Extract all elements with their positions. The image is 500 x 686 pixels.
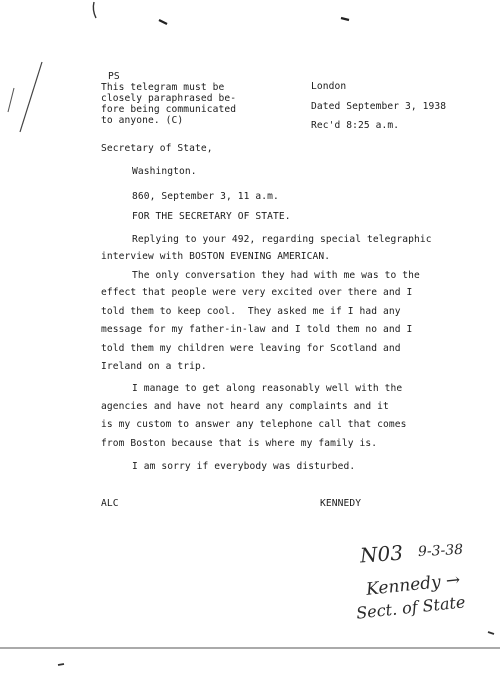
handwritten-date: 9-3-38: [417, 541, 464, 561]
notice-line-4: to anyone. (C): [101, 115, 184, 126]
initials: ALC: [101, 498, 119, 509]
notice-line-3: fore being communicated: [101, 104, 237, 115]
message-for-line: FOR THE SECRETARY OF STATE.: [132, 211, 291, 222]
routing-code: PS: [108, 71, 120, 82]
para4-line1: I am sorry if everybody was disturbed.: [132, 461, 356, 472]
para3-line2: agencies and have not heard any complaints and it: [101, 401, 389, 412]
origin-place: London: [311, 81, 347, 92]
addressee-line-2: Washington.: [132, 166, 197, 177]
notice-line-1: This telegram must be: [101, 82, 225, 93]
top-dash-2: [341, 18, 349, 20]
para2-line4: message for my father-in-law and I told them no and I: [101, 324, 413, 335]
notice-line-2: closely paraphrased be-: [101, 93, 237, 104]
para2-line1: The only conversation they had with me was to the: [132, 270, 420, 281]
para2-line2: effect that people were very excited over there and I: [101, 287, 413, 298]
handwritten-note-line-1: Kennedy →: [365, 570, 462, 600]
margin-stroke-left: [20, 62, 42, 132]
para3-line4: from Boston because that is where my family is.: [101, 438, 378, 449]
margin-stroke-left-2: [8, 88, 14, 112]
bottom-dash-right: [488, 632, 494, 634]
para1-line2: interview with BOSTON EVENING AMERICAN.: [101, 251, 331, 262]
para3-line1: I manage to get along reasonably well with the: [132, 383, 403, 394]
received-line: Rec'd 8:25 a.m.: [311, 120, 400, 131]
para2-line3: told them to keep cool. They asked me if I had any: [101, 306, 401, 317]
top-dash-1: [159, 20, 167, 24]
dated-line: Dated September 3, 1938: [311, 101, 447, 112]
addressee-line-1: Secretary of State,: [101, 143, 213, 154]
message-reference: 860, September 3, 11 a.m.: [132, 191, 279, 202]
handwritten-note-line-2: Sect. of State: [355, 592, 467, 623]
para2-line6: Ireland on a trip.: [101, 361, 207, 372]
margin-stroke-top: [93, 2, 96, 18]
para2-line5: told them my children were leaving for Scotland and: [101, 343, 401, 354]
handwritten-file-number: N03: [359, 540, 404, 568]
signature: KENNEDY: [320, 498, 362, 509]
para3-line3: is my custom to answer any telephone call that comes: [101, 419, 407, 430]
bottom-dash-left: [58, 664, 64, 665]
para1-line1: Replying to your 492, regarding special telegraphic: [132, 234, 432, 245]
